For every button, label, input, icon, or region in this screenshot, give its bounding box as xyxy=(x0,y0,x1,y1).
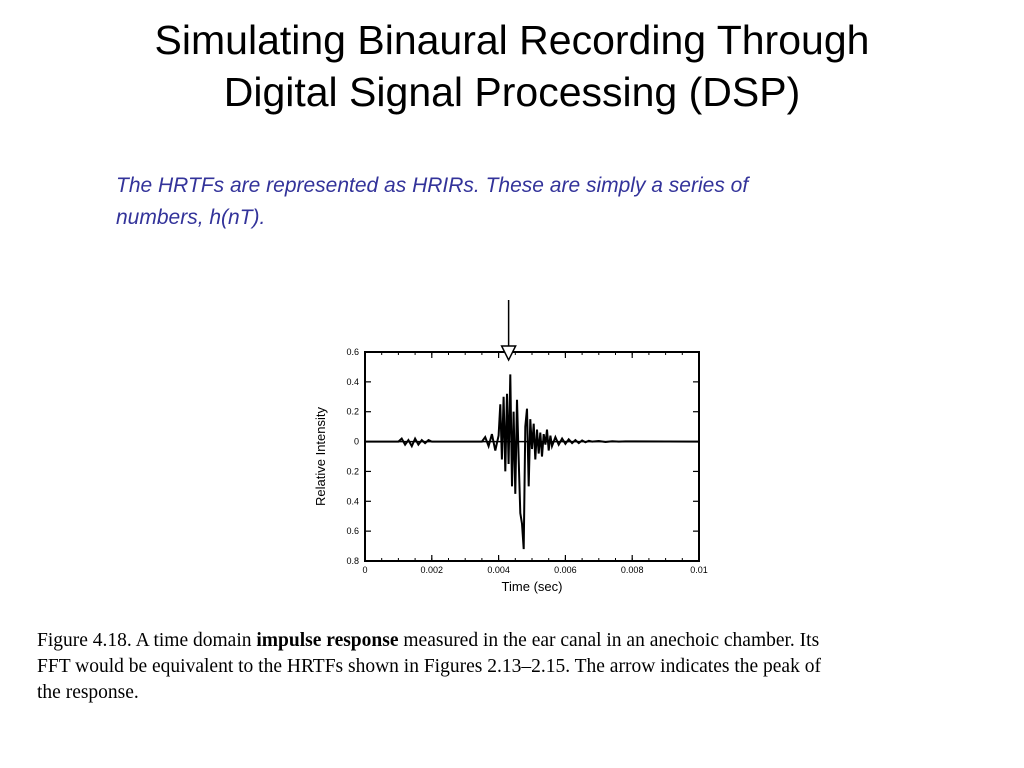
impulse-response-line xyxy=(365,374,699,549)
y-tick-label: 0.6 xyxy=(346,526,359,537)
x-axis-label: Time (sec) xyxy=(501,579,563,594)
y-tick-label: 0.2 xyxy=(346,466,359,477)
caption-line-3: the response. xyxy=(37,682,139,703)
x-tick-label: 0.008 xyxy=(620,565,644,575)
y-tick-label: 0.4 xyxy=(346,496,359,507)
caption-line-1 xyxy=(37,628,997,654)
slide-title-line-1: Simulating Binaural Recording Through xyxy=(154,17,870,63)
slide-title xyxy=(0,14,1024,118)
caption-bold-term: impulse response xyxy=(256,630,399,651)
y-tick-label: 0.8 xyxy=(346,556,359,566)
impulse-response-chart xyxy=(300,295,720,605)
x-tick-label: 0.002 xyxy=(420,565,444,575)
x-tick-label: 0.01 xyxy=(690,565,708,575)
y-tick-label: 0.4 xyxy=(346,376,359,387)
slide-subtitle-line-1: The HRTFs are represented as HRIRs. These are simply a series of xyxy=(116,174,749,197)
figure-caption xyxy=(37,628,997,706)
y-axis-label: Relative Intensity xyxy=(313,407,328,506)
slide-subtitle xyxy=(116,170,916,234)
slide-title-line-2: Digital Signal Processing (DSP) xyxy=(223,69,801,115)
x-tick-label: 0.006 xyxy=(554,565,577,575)
caption-line-1-end: measured in the ear canal in an anechoic chamber. Its xyxy=(398,630,820,651)
plot-frame xyxy=(365,352,699,561)
slide-subtitle-line-2: numbers, h(nT). xyxy=(116,206,266,229)
y-tick-label: 0.2 xyxy=(346,406,359,417)
y-tick-label: 0.6 xyxy=(346,347,359,357)
x-tick-label: 0.004 xyxy=(487,565,510,575)
caption-line-2: FFT would be equivalent to the HRTFs shown in Figures 2.13–2.15. The arrow indicates the peak of xyxy=(37,656,821,677)
caption-line-1-start: Figure 4.18. A time domain xyxy=(37,630,257,651)
x-tick-label: 0 xyxy=(362,565,368,575)
y-tick-label: 0 xyxy=(353,436,359,447)
